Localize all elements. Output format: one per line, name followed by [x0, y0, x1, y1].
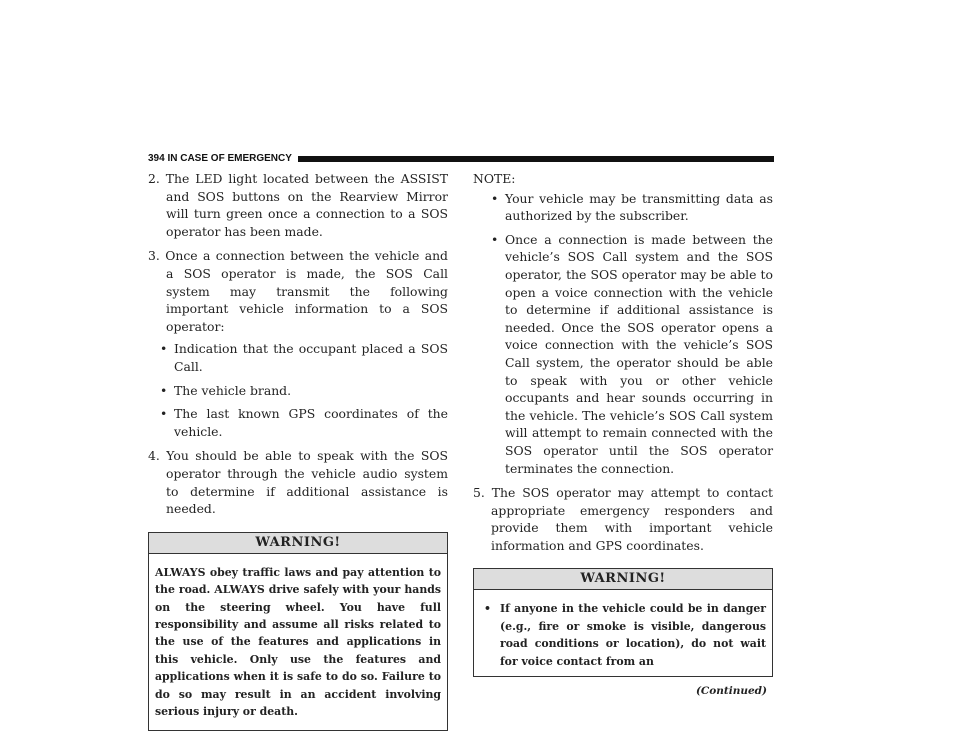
step-4: 4. You should be able to speak with the SOS operator through the vehicle audio system to determine if additional assistance is needed. [148, 448, 448, 517]
warning-box [148, 532, 448, 732]
right-column [473, 170, 773, 701]
warning-body [149, 554, 447, 731]
warning-title: WARNING! [149, 533, 447, 554]
warning-body [474, 590, 772, 676]
note-bullet: • Your vehicle may be transmitting data as authorized by the subscriber. [485, 190, 773, 225]
warning-bullet: • If anyone in the vehicle could be in danger (e.g., fire or smoke is visible, dangerous road conditions or location), do not wait for voice contact from an [480, 600, 766, 670]
step-5: 5. The SOS operator may attempt to contact appropriate emergency responders and provide them with important vehicle information and GPS coordinates. [473, 485, 773, 553]
warning-box-continued [473, 568, 773, 677]
bullet-item: • Indication that the occupant placed a SOS Call. [154, 340, 448, 375]
step-3: 3. Once a connection between the vehicle and a SOS operator is made, the SOS Call system may transmit the following important vehicle information to a SOS operator: [148, 248, 448, 334]
note-bullet: • Once a connection is made between the vehicle’s SOS Call system and the SOS operator, the SOS operator may be able to open a voice connection with the vehicle to determine if additional assistance is needed. Once the SOS operator opens a voice connection with the vehicle’s SOS Call system, the operator should be able to speak with you or other vehicle occupants and hear sounds occurring in the vehicle. The vehicle’s SOS Call system will attempt to remain connected with the SOS operator until the SOS operator terminates the connection. [485, 231, 773, 477]
note-title: NOTE: [473, 171, 516, 186]
left-column [148, 170, 448, 731]
continued-label: (Continued) [695, 685, 767, 698]
header-rule [298, 156, 774, 162]
warning-text: ALWAYS obey traffic laws and pay attention to the road. ALWAYS drive safely with your hands on the steering wheel. You have full responsibility and assume all risks related to the use of the features and applications in this vehicle. Only use the features and applications when it is safe to do so. Failure to do so may result in an accident involving serious injury or death. [155, 565, 441, 718]
step-2: 2. The LED light located between the ASSIST and SOS buttons on the Rearview Mirror will turn green once a connection to a SOS operator has been made. [148, 171, 448, 239]
page-header [148, 153, 774, 165]
warning-title: WARNING! [474, 569, 772, 590]
bullet-item: • The last known GPS coordinates of the vehicle. [154, 405, 448, 440]
page-number-section: 394 IN CASE OF EMERGENCY [148, 153, 292, 164]
bullet-item: • The vehicle brand. [154, 382, 448, 400]
